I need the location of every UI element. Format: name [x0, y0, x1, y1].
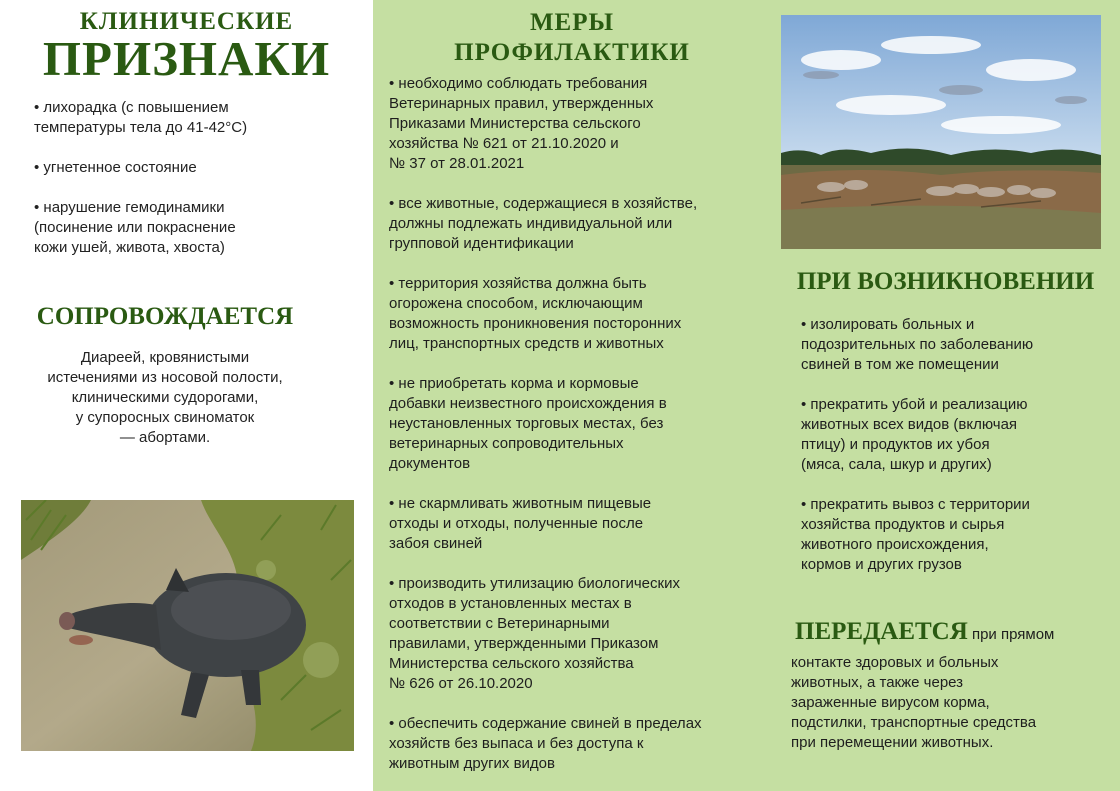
burial-field-photo: [781, 15, 1101, 249]
transmission-lead: при прямом: [967, 626, 1055, 643]
list-item: • прекратить вывоз с территории хозяйства продуктов и сырья животного происхождения, кормов и других грузов: [801, 496, 1030, 573]
signs-title-line1: КЛИНИЧЕСКИЕ: [79, 8, 294, 35]
accompanied-title: СОПРОВОЖДАЕТСЯ: [36, 303, 294, 330]
list-item: • угнетенное состояние: [34, 159, 197, 176]
list-item: • нарушение гемодинамики (посинение или покраснение кожи ушей, живота, хвоста): [34, 199, 236, 256]
list-item: • не приобретать корма и кормовые добавки неизвестного происхождения в неустановленных торговых местах, без ветеринарных сопроводительных документов: [389, 375, 667, 472]
list-item: • не скармливать животным пищевые отходы и отходы, полученные после забоя свиней: [389, 495, 652, 552]
list-item: • все животные, содержащиеся в хозяйстве, должны подлежать индивидуальной или групповой идентификации: [389, 195, 698, 252]
transmission-title: ПЕРЕДАЕТСЯ: [795, 618, 968, 645]
list-item: • необходимо соблюдать требования Ветеринарных правил, утвержденных Приказами Министерства сельского хозяйства № 621 от 21.10.2020 и № 37 от 28.01.2021: [389, 75, 654, 172]
occurrence-list: [801, 315, 1116, 595]
right-column: [771, 0, 1120, 791]
signs-list: [34, 98, 364, 278]
prevention-list: [389, 74, 764, 791]
sick-pig-photo: [21, 500, 354, 751]
list-item: • прекратить убой и реализацию животных всех видов (включая птицу) и продуктов их убоя (мяса, сала, шкур и других): [801, 396, 1028, 473]
list-item: • производить утилизацию биологических отходов в установленных местах в соответствии с Ветеринарными правилами, утвержденными Приказом Министерства сельского хозяйства № 626 от 26.10.2020: [389, 575, 680, 692]
prevention-title: МЕРЫ ПРОФИЛАКТИКИ: [454, 9, 690, 66]
list-item: • лихорадка (с повышением температуры тела до 41-42°С): [34, 99, 248, 136]
transmission-text: контакте здоровых и больных животных, а также через зараженные вирусом корма, подстилки, транспортные средства при перемещении животных.: [791, 654, 1037, 751]
list-item: • территория хозяйства должна быть огорожена способом, исключающим возможность проникновения посторонних лиц, транспортных средств и животных: [389, 275, 682, 352]
transmission-heading: [795, 618, 1120, 646]
signs-title-line2: ПРИЗНАКИ: [42, 31, 331, 86]
list-item: • изолировать больных и подозрительных по заболеванию свиней в том же помещении: [801, 316, 1034, 373]
middle-column: [373, 0, 771, 791]
occurrence-title: ПРИ ВОЗНИКНОВЕНИИ: [796, 268, 1095, 295]
left-column: [0, 0, 373, 791]
list-item: • обеспечить содержание свиней в пределах хозяйств без выпаса и без доступа к животным других видов: [389, 715, 702, 772]
accompanied-text: Диареей, кровянистыми истечениями из носовой полости, клиническими судорогами, у супоросных свиноматок — абортами.: [47, 349, 283, 446]
